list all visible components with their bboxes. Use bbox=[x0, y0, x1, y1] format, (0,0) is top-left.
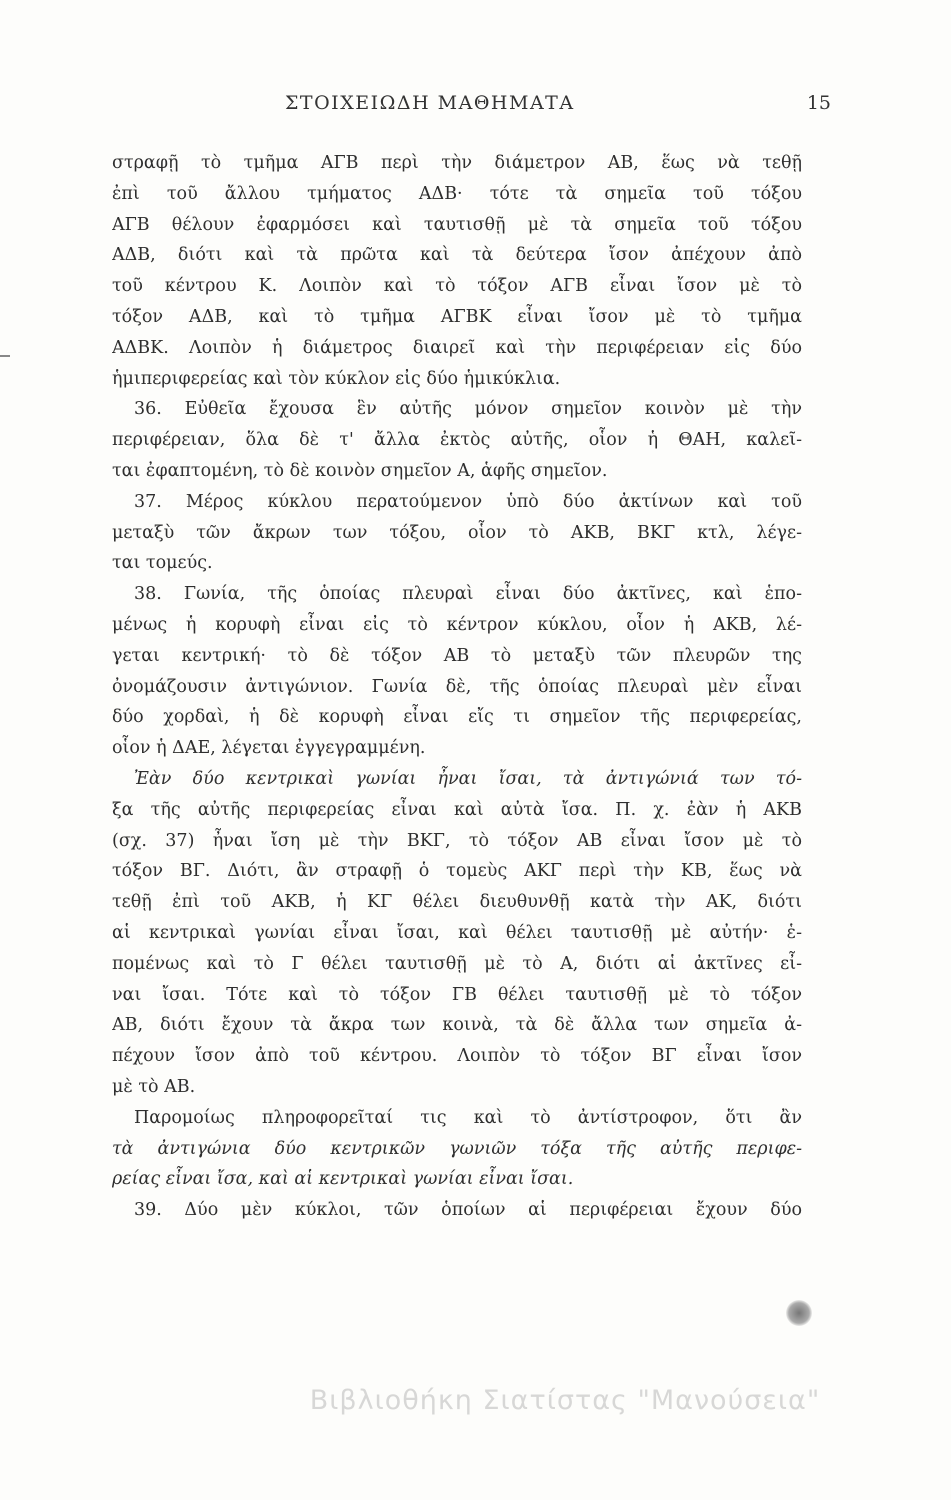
text-line: ται τομεύς. bbox=[112, 553, 213, 574]
page-header bbox=[110, 92, 831, 122]
text-line: πέχουν ἴσον ἀπὸ τοῦ κέντρου. Λοιπὸν τὸ τόξον ΒΓ εἶναι ἴσον bbox=[112, 1046, 802, 1067]
text-line: τεθῇ ἐπὶ τοῦ ΑΚΒ, ἡ ΚΓ θέλει διευθυνθῇ κατὰ τὴν ΑΚ, διότι bbox=[112, 892, 802, 913]
text-line: ἡμιπεριφερείας καὶ τὸν κύκλον εἰς δύο ἡμικύκλια. bbox=[112, 368, 561, 389]
text-line: ΑΓΒ θέλουν ἐφαρμόσει καὶ ταυτισθῇ μὲ τὰ σημεῖα τοῦ τόξου bbox=[112, 214, 802, 235]
text-line: τόξον ΒΓ. Διότι, ἂν στραφῇ ὁ τομεὺς ΑΚΓ περὶ τὴν ΚΒ, ἕως νὰ bbox=[112, 861, 802, 882]
page-number: 15 bbox=[806, 92, 831, 114]
text-line: ρείας εἶναι ἴσα, καὶ αἱ κεντρικαὶ γωνίαι εἶναι ἴσαι. bbox=[112, 1169, 574, 1190]
text-line: τόξον ΑΔΒ, καὶ τὸ τμῆμα ΑΓΒΚ εἶναι ἴσον μὲ τὸ τμῆμα bbox=[112, 306, 802, 327]
text-line: αἱ κεντρικαὶ γωνίαι εἶναι ἴσαι, καὶ θέλει ταυτισθῇ μὲ αὐτήν· ἑ- bbox=[112, 922, 802, 943]
library-watermark: Βιβλιοθήκη Σιατίστας "Μανούσεια" bbox=[309, 1385, 821, 1416]
text-line: δύο χορδαὶ, ἡ δὲ κορυφὴ εἶναι εἴς τι σημεῖον τῆς περιφερείας, bbox=[112, 707, 802, 728]
text-line: στραφῇ τὸ τμῆμα ΑΓΒ περὶ τὴν διάμετρον ΑΒ, ἕως νὰ τεθῇ bbox=[112, 153, 802, 173]
converse-line: Παρομοίως πληροφορεῖταί τις καὶ τὸ ἀντίστροφον, ὅτι ἂν bbox=[134, 1107, 802, 1128]
text-line: ΑΔΒΚ. Λοιπὸν ἡ διάμετρος διαιρεῖ καὶ τὴν περιφέρειαν εἰς δύο bbox=[112, 337, 802, 358]
text-line: ὀνομάζουσιν ἀντιγώνιον. Γωνία δὲ, τῆς ὁποίας πλευραὶ μὲν εἶναι bbox=[112, 676, 802, 697]
text-line: τὰ ἀντιγώνια δύο κεντρικῶν γωνιῶν τόξα τῆς αὐτῆς περιφε- bbox=[112, 1138, 802, 1159]
theorem-line: Ἐὰν δύο κεντρικαὶ γωνίαι ἦναι ἴσαι, τὰ ἀντιγώνιά των τό- bbox=[134, 768, 802, 789]
text-line: ΑΒ, διότι ἔχουν τὰ ἄκρα των κοινὰ, τὰ δὲ ἄλλα των σημεῖα ἀ- bbox=[112, 1015, 802, 1036]
text-line: πομένως καὶ τὸ Γ θέλει ταυτισθῇ μὲ τὸ Α, διότι αἱ ἀκτῖνες εἶ- bbox=[112, 953, 802, 974]
text-line: τοῦ κέντρου Κ. Λοιπὸν καὶ τὸ τόξον ΑΓΒ εἶναι ἴσον μὲ τὸ bbox=[112, 276, 802, 297]
text-line: ναι ἴσαι. Τότε καὶ τὸ τόξον ΓΒ θέλει ταυτισθῇ μὲ τὸ τόξον bbox=[112, 984, 802, 1005]
running-title: ΣΤΟΙΧΕΙΩΔΗ ΜΑΘΗΜΑΤΑ bbox=[285, 92, 575, 114]
text-line: μένως ἡ κορυφὴ εἶναι εἰς τὸ κέντρον κύκλου, οἷον ἡ ΑΚΒ, λέ- bbox=[112, 614, 802, 635]
margin-mark bbox=[0, 355, 10, 357]
text-line: γεται κεντρική· τὸ δὲ τόξον ΑΒ τὸ μεταξὺ τῶν πλευρῶν της bbox=[112, 645, 802, 666]
text-line: οἷον ἡ ΔΑΕ, λέγεται ἐγγεγραμμένη. bbox=[112, 738, 426, 759]
text-line: περιφέρειαν, ὅλα δὲ τ' ἄλλα ἐκτὸς αὐτῆς, οἷον ἡ ΘΑΗ, καλεῖ- bbox=[112, 430, 802, 451]
text-line: μεταξὺ τῶν ἄκρων των τόξου, οἷον τὸ ΑΚΒ, ΒΚΓ κτλ, λέγε- bbox=[112, 522, 802, 543]
body-text bbox=[112, 148, 802, 1226]
text-line: ΑΔΒ, διότι καὶ τὰ πρῶτα καὶ τὰ δεύτερα ἴσον ἀπέχουν ἀπὸ bbox=[112, 245, 802, 266]
section-38-start: 38. Γωνία, τῆς ὁποίας πλευραὶ εἶναι δύο ἀκτῖνες, καὶ ἑπο- bbox=[134, 584, 802, 605]
text-line: ται ἐφαπτομένη, τὸ δὲ κοινὸν σημεῖον Α, ἁφῆς σημεῖον. bbox=[112, 460, 608, 481]
section-39-start: 39. Δύο μὲν κύκλοι, τῶν ὁποίων αἱ περιφέρειαι ἔχουν δύο bbox=[134, 1200, 802, 1221]
text-line: ἐπὶ τοῦ ἄλλου τμήματος ΑΔΒ· τότε τὰ σημεῖα τοῦ τόξου bbox=[112, 183, 802, 204]
text-line: ξα τῆς αὐτῆς περιφερείας εἶναι καὶ αὐτὰ ἴσα. Π. χ. ἐὰν ἡ ΑΚΒ bbox=[112, 799, 802, 820]
text-line: (σχ. 37) ἦναι ἴση μὲ τὴν ΒΚΓ, τὸ τόξον ΑΒ εἶναι ἴσον μὲ τὸ bbox=[112, 830, 802, 851]
section-36-start: 36. Εὐθεῖα ἔχουσα ἓν αὐτῆς μόνον σημεῖον κοινὸν μὲ τὴν bbox=[134, 399, 802, 420]
text-line: μὲ τὸ ΑΒ. bbox=[112, 1076, 196, 1097]
section-37-start: 37. Μέρος κύκλου περατούμενον ὑπὸ δύο ἀκτίνων καὶ τοῦ bbox=[134, 491, 802, 512]
ink-stain bbox=[786, 1300, 812, 1326]
